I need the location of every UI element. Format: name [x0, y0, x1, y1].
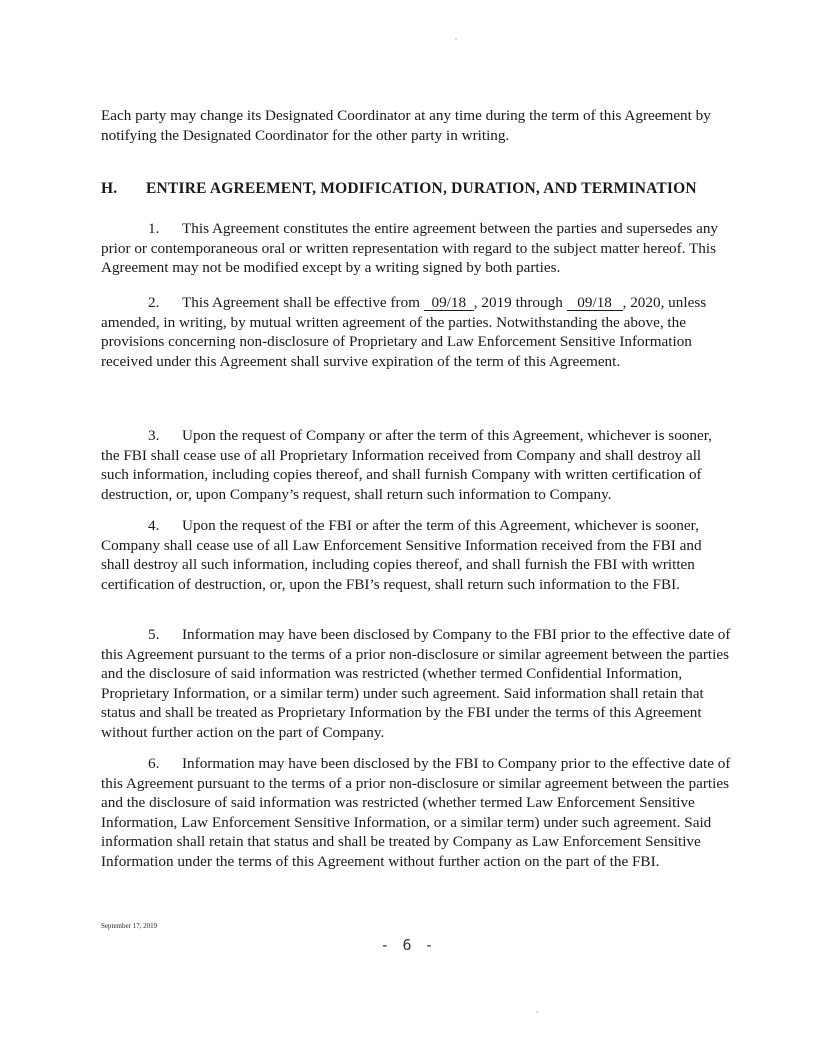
paragraph-number: 4. [148, 517, 160, 534]
paragraph-text-start: This Agreement shall be effective from [182, 294, 420, 311]
page-number: - 6 - [380, 936, 436, 954]
paragraph-text: Information may have been disclosed by Company to the FBI prior to the effective date of this Agreement pursuant to the terms of a prior non-disclosure or similar agreement between the parties and the disclosure of said information was restricted (whether termed Confidential Information, Proprietary Information, or a similar term) under such agreement. Said information shall retain that status and shall be treated as Proprietary Information by the FBI under the terms of this Agreement without further action on the part of Company. [101, 626, 731, 741]
paragraph-text-rest: unless amended, in writing, by mutual written agreement of the parties. Notwithstanding the above, the provisions concerning non-disclosure of Proprietary and Law Enforcement Sensitive Information received under this Agreement shall survive expiration of the term of this Agreement. [101, 294, 707, 370]
paragraph-3-block [101, 426, 731, 504]
paragraph-number: 2. [148, 294, 160, 311]
paragraph-5-block [101, 625, 731, 742]
intro-paragraph-block [101, 106, 731, 145]
paragraph-number: 3. [148, 427, 160, 444]
footer-date: September 17, 2019 [101, 922, 158, 930]
paragraph-number: 5. [148, 626, 160, 643]
paragraph-text: Upon the request of Company or after the term of this Agreement, whichever is sooner, the FBI shall cease use of all Proprietary Information received from Company and shall destroy all such information, including copies thereof, and shall furnish Company with written certification of destruction, or, upon Company’s request, shall return such information to Company. [101, 427, 712, 503]
paragraph-number: 1. [148, 220, 160, 237]
paragraph-1-block [101, 219, 731, 278]
start-date-field: 09/18 [424, 296, 474, 311]
paragraph-4 [101, 516, 731, 594]
paragraph-6 [101, 754, 731, 871]
section-heading [101, 180, 741, 198]
paragraph-number: 6. [148, 755, 160, 772]
paragraph-2 [101, 293, 731, 371]
paragraph-3 [101, 426, 731, 504]
scan-speck [455, 38, 457, 40]
paragraph-4-block [101, 516, 731, 594]
paragraph-2-block [101, 293, 731, 371]
scan-speck [536, 1011, 538, 1013]
paragraph-text: Information may have been disclosed by the FBI to Company prior to the effective date of this Agreement pursuant to the terms of a prior non-disclosure or similar agreement between the parties and the disclosure of said information was restricted (whether termed Law Enforcement Sensitive Information, Law Enforcement Sensitive Information, or a similar term) under such agreement. Said information shall retain that status and shall be treated by Company as Law Enforcement Sensitive Information under the terms of this Agreement without further action on the part of the FBI. [101, 755, 731, 870]
start-year-text: , 2019 through [473, 294, 563, 311]
intro-paragraph: Each party may change its Designated Coordinator at any time during the term of this Agreement by notifying the Designated Coordinator for the other party in writing. [101, 107, 711, 144]
section-title: ENTIRE AGREEMENT, MODIFICATION, DURATION, AND TERMINATION [146, 180, 697, 197]
paragraph-text: This Agreement constitutes the entire agreement between the parties and supersedes any prior or contemporaneous oral or written representation with regard to the subject matter hereof. This Agreement may not be modified except by a writing signed by both parties. [101, 220, 719, 276]
paragraph-text: Upon the request of the FBI or after the term of this Agreement, whichever is sooner, Company shall cease use of all Law Enforcement Sensitive Information received from the FBI and shall destroy all such information, including copies thereof, and shall furnish the FBI with written certification of destruction, or, upon the FBI’s request, shall return such information to the FBI. [101, 517, 702, 593]
end-date-field: 09/18 [567, 296, 623, 311]
end-year-text: , 2020, [622, 294, 665, 311]
paragraph-6-block [101, 754, 731, 871]
paragraph-5 [101, 625, 731, 742]
section-letter: H. [101, 180, 118, 197]
paragraph-1 [101, 219, 731, 278]
